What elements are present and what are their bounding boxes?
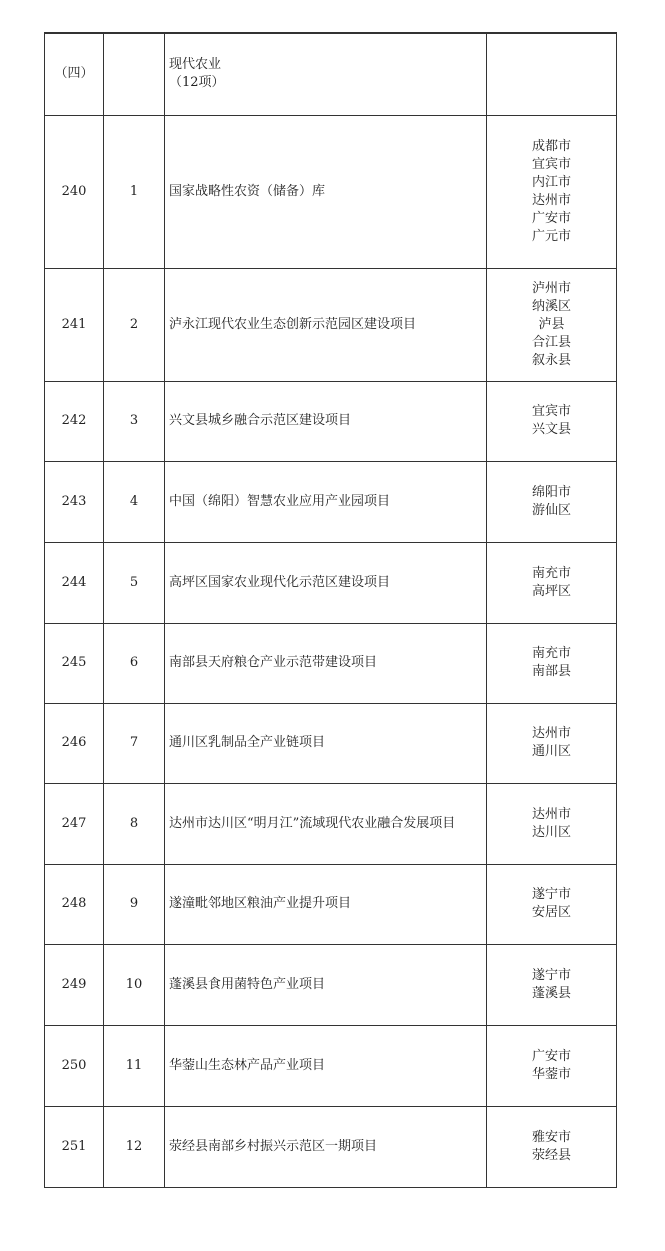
location-item: 游仙区: [531, 502, 571, 518]
category-index: （四）: [45, 33, 104, 115]
category-seq-empty: [104, 33, 165, 115]
row-project-name: 中国（绵阳）智慧农业应用产业园项目: [165, 461, 487, 542]
row-project-name: 荥经县南部乡村振兴示范区一期项目: [165, 1106, 487, 1187]
row-locations: [487, 864, 617, 944]
row-global-number: 249: [45, 944, 104, 1025]
table-row: [45, 1025, 617, 1106]
row-locations: [487, 1025, 617, 1106]
row-global-number: 246: [45, 703, 104, 783]
category-row: [45, 33, 617, 115]
row-global-number: 248: [45, 864, 104, 944]
table-body: [45, 33, 617, 1187]
location-item: 南充市: [531, 646, 571, 661]
project-table: [44, 32, 617, 1188]
location-item: 广安市: [531, 1048, 571, 1064]
table-row: [45, 268, 617, 381]
row-global-number: 250: [45, 1025, 104, 1106]
row-locations: [487, 115, 617, 268]
location-item: 泸县: [538, 316, 565, 332]
row-global-number: 242: [45, 381, 104, 461]
table-row: [45, 944, 617, 1025]
table-row: [45, 864, 617, 944]
row-sequence-number: 11: [104, 1025, 165, 1106]
row-project-name: 兴文县城乡融合示范区建设项目: [165, 381, 487, 461]
row-locations: [487, 381, 617, 461]
row-global-number: 247: [45, 783, 104, 864]
location-item: 兴文县: [531, 422, 571, 437]
row-project-name: 南部县天府粮仓产业示范带建设项目: [165, 623, 487, 703]
table-row: [45, 461, 617, 542]
location-item: 泸州市: [531, 280, 571, 296]
table-row: [45, 783, 617, 864]
row-global-number: 245: [45, 623, 104, 703]
location-item: 内江市: [531, 174, 571, 190]
location-item: 达川区: [531, 824, 571, 840]
location-item: 蓬溪县: [531, 985, 571, 1001]
table-row: [45, 623, 617, 703]
row-sequence-number: 12: [104, 1106, 165, 1187]
location-item: 遂宁市: [531, 967, 571, 983]
table-row: [45, 115, 617, 268]
row-locations: [487, 623, 617, 703]
row-sequence-number: 9: [104, 864, 165, 944]
row-global-number: 244: [45, 542, 104, 623]
category-title: 现代农业: [169, 57, 222, 73]
location-item: 通川区: [531, 744, 571, 759]
row-project-name: 蓬溪县食用菌特色产业项目: [165, 944, 487, 1025]
row-project-name: 泸永江现代农业生态创新示范园区建设项目: [165, 268, 487, 381]
location-item: 高坪区: [531, 583, 571, 599]
row-sequence-number: 5: [104, 542, 165, 623]
row-sequence-number: 1: [104, 115, 165, 268]
row-project-name: 达州市达川区“明月江”流域现代农业融合发展项目: [165, 783, 487, 864]
location-item: 荥经县: [531, 1147, 571, 1163]
row-locations: [487, 1106, 617, 1187]
category-title-cell: [165, 33, 487, 115]
location-item: 华蓥市: [531, 1066, 571, 1082]
row-global-number: 251: [45, 1106, 104, 1187]
row-sequence-number: 8: [104, 783, 165, 864]
location-item: 宜宾市: [531, 404, 571, 419]
location-item: 南部县: [531, 664, 571, 679]
table-row: [45, 703, 617, 783]
location-item: 遂宁市: [531, 887, 571, 902]
row-locations: [487, 542, 617, 623]
row-sequence-number: 7: [104, 703, 165, 783]
row-sequence-number: 3: [104, 381, 165, 461]
location-item: 南充市: [531, 565, 571, 581]
row-project-name: 国家战略性农资（储备）库: [165, 115, 487, 268]
row-locations: [487, 944, 617, 1025]
location-item: 叙永县: [531, 352, 571, 368]
location-item: 雅安市: [531, 1129, 571, 1145]
row-project-name: 高坪区国家农业现代化示范区建设项目: [165, 542, 487, 623]
row-locations: [487, 703, 617, 783]
row-sequence-number: 6: [104, 623, 165, 703]
location-item: 成都市: [531, 138, 571, 154]
location-item: 广元市: [531, 228, 571, 244]
row-sequence-number: 10: [104, 944, 165, 1025]
location-item: 绵阳市: [531, 484, 571, 500]
location-item: 达州市: [531, 192, 571, 208]
table-row: [45, 381, 617, 461]
table-row: [45, 1106, 617, 1187]
row-project-name: 遂潼毗邻地区粮油产业提升项目: [165, 864, 487, 944]
location-item: 达州市: [531, 806, 571, 822]
row-sequence-number: 4: [104, 461, 165, 542]
category-location-empty: [487, 33, 617, 115]
location-item: 广安市: [531, 210, 571, 226]
location-item: 达州市: [531, 726, 571, 741]
row-project-name: 华蓥山生态林产品产业项目: [165, 1025, 487, 1106]
category-count: （12项）: [169, 75, 225, 91]
location-item: 纳溪区: [531, 298, 571, 314]
location-item: 宜宾市: [531, 156, 571, 172]
location-item: 合江县: [531, 334, 571, 350]
row-locations: [487, 268, 617, 381]
row-global-number: 240: [45, 115, 104, 268]
row-project-name: 通川区乳制品全产业链项目: [165, 703, 487, 783]
row-locations: [487, 783, 617, 864]
row-global-number: 241: [45, 268, 104, 381]
row-locations: [487, 461, 617, 542]
row-sequence-number: 2: [104, 268, 165, 381]
location-item: 安居区: [531, 905, 571, 920]
table-row: [45, 542, 617, 623]
row-global-number: 243: [45, 461, 104, 542]
